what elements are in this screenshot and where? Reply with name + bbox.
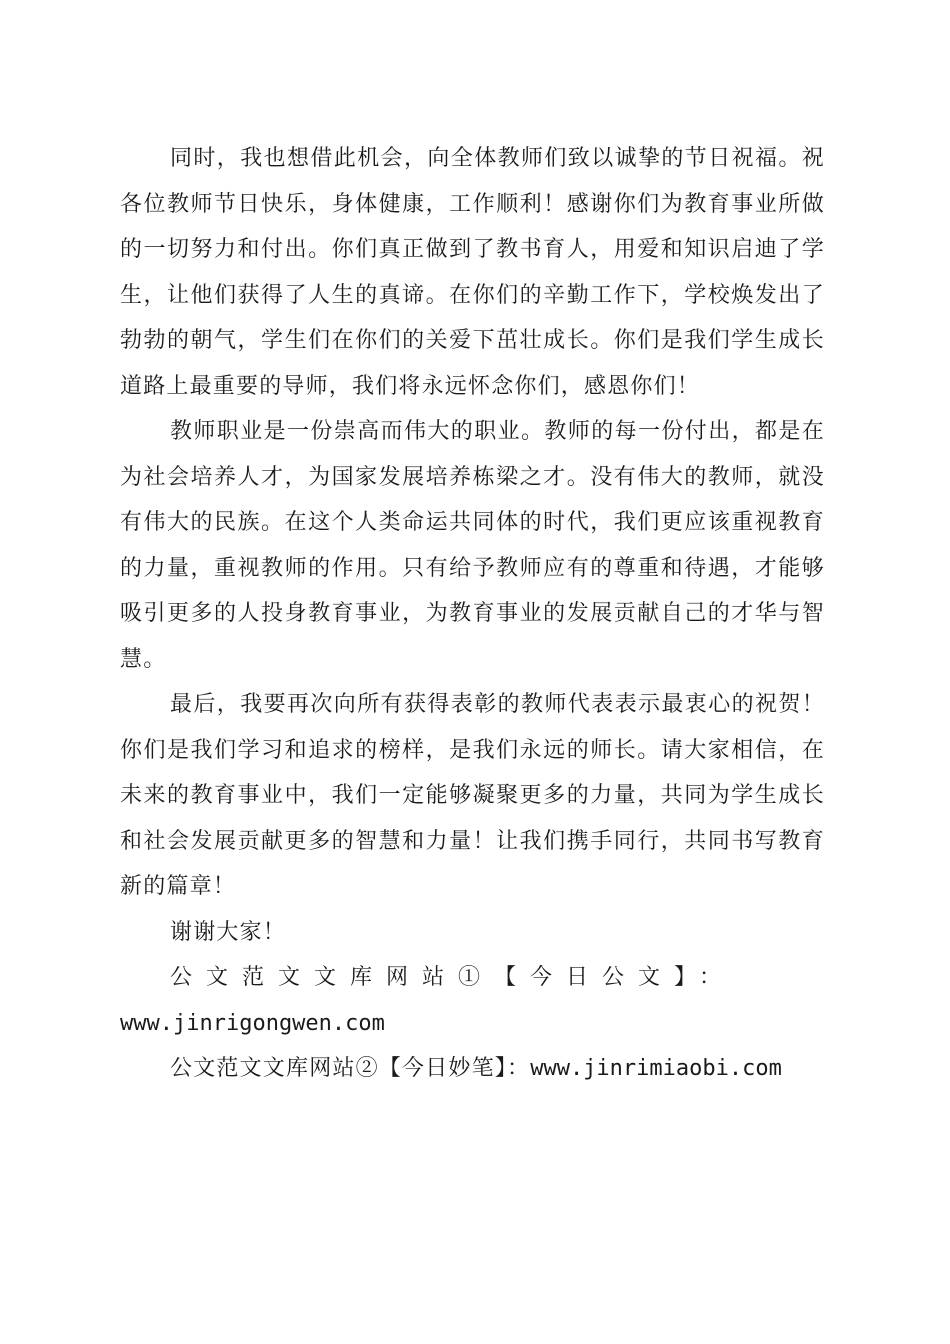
paragraph-teacher-profession: 教师职业是一份崇高而伟大的职业。教师的每一份付出，都是在为社会培养人才，为国家发展培养栋梁之才。没有伟大的教师，就没有伟大的民族。在这个人类命运共同体的时代，我们更应该重视教育的力量，重视教师的作用。只有给予教师应有的尊重和待遇，才能够吸引更多的人投身教育事业，为教育事业的发展贡献自己的才华与智慧。 [120, 419, 825, 672]
website-link-1-url[interactable]: www.jinrigongwen.com [120, 1010, 385, 1036]
paragraph-thanks: 谢谢大家！ [170, 919, 287, 945]
document-page [120, 136, 825, 1092]
website-link-2 [120, 1046, 825, 1092]
paragraph-greeting: 同时，我也想借此机会，向全体教师们致以诚挚的节日祝福。祝各位教师节日快乐，身体健康，工作顺利！感谢你们为教育事业所做的一切努力和付出。你们真正做到了教书育人，用爱和知识启迪了学生，让他们获得了人生的真谛。在你们的辛勤工作下，学校焕发出了勃勃的朝气，学生们在你们的关爱下茁壮成长。你们是我们学生成长道路上最重要的导师，我们将永远怀念你们，感恩你们！ [120, 146, 825, 399]
website-link-1 [120, 955, 825, 1001]
website-link-1-url-line [120, 1001, 825, 1047]
paragraph-closing: 最后，我要再次向所有获得表彰的教师代表表示最衷心的祝贺！你们是我们学习和追求的榜样，是我们永远的师长。请大家相信，在未来的教育事业中，我们一定能够凝聚更多的力量，共同为学生成长和社会发展贡献更多的智慧和力量！让我们携手同行，共同书写教育新的篇章！ [120, 692, 825, 899]
website-link-2-url[interactable]: www.jinrimiaobi.com [530, 1056, 782, 1081]
website-link-2-label: 公文范文文库网站②【今日妙笔】： [170, 1056, 531, 1081]
website-link-1-label: 公文范文文库网站①【今日公文】： [170, 965, 736, 990]
